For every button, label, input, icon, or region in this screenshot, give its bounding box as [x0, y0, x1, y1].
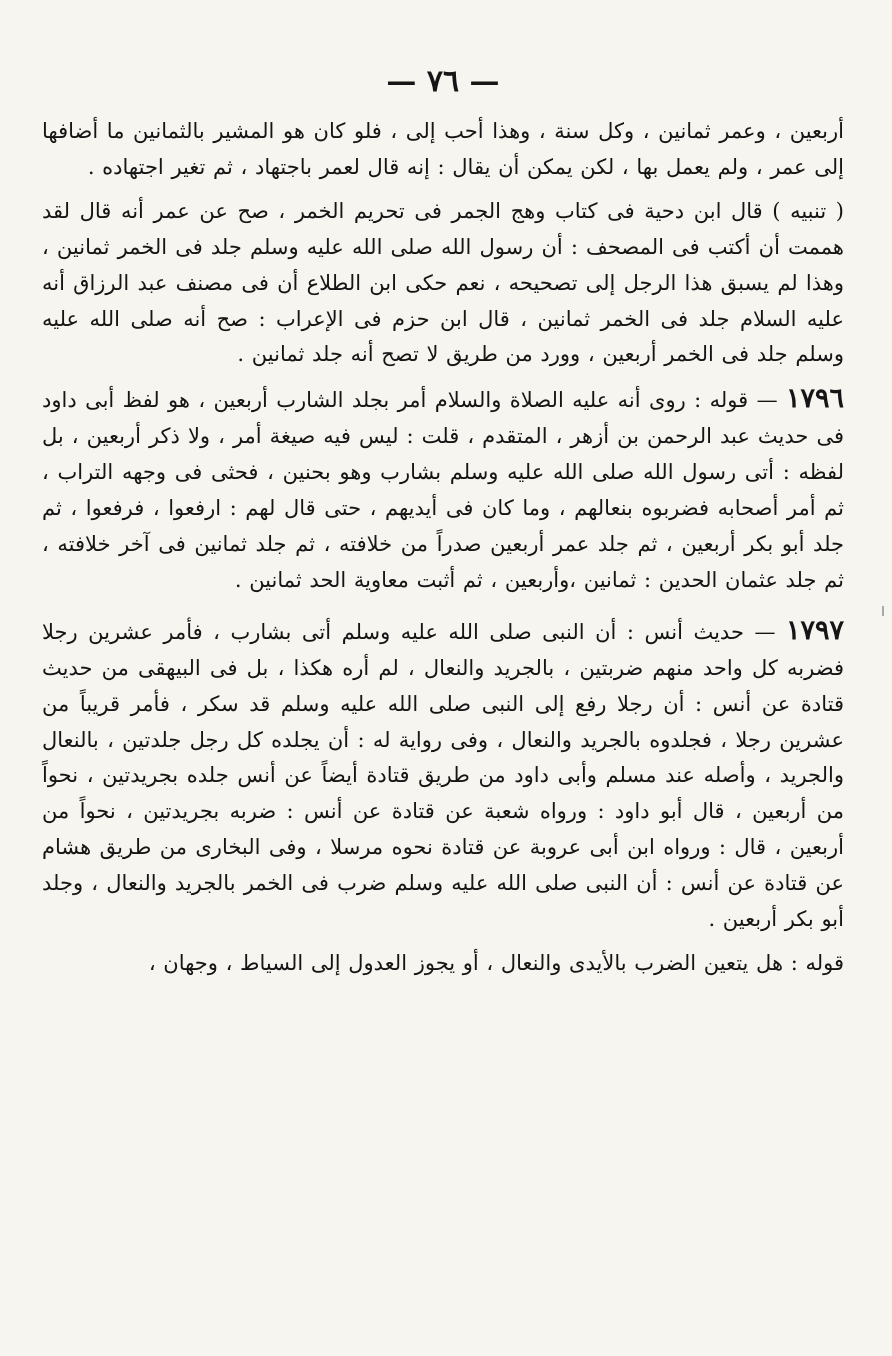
entry-text: — حديث أنس : أن النبى صلى الله عليه وسلم أتى بشارب ، فأمر عشرين رجلا فضربه كل واحد منهم ضربتين ، بالجريد والنعال ، لم أره هكذا ، بل فى البيهقى من حديث قتادة عن أنس : أن رجلا رفع إلى النبى صلى الله عليه وسلم قد سكر ، فأمر قريباً من عشرين رجلا ، فجلدوه بالجريد والنعال ، وفى رواية له : أن يجلده كل رجل جلدتين ، بالنعال والجريد ، وأصله عند مسلم وأبى داود من طريق قتادة أيضاً عن أنس جلده بجريدتين ، نحواً من أربعين ، قال أبو داود : ورواه شعبة عن قتادة عن أنس : ضربه بجريدتين ، نحواً من أربعين ، قال : ورواه ابن أبى عروبة عن قتادة نحوه مرسلا ، وفى البخارى من طريق هشام عن قتادة عن أنس : أن النبى صلى الله عليه وسلم ضرب فى الخمر بالجريد والنعال ، وجلد أبو بكر أربعين .: [42, 619, 844, 932]
entry-text: — قوله : روى أنه عليه الصلاة والسلام أمر بجلد الشارب أربعين ، هو لفظ أبى داود فى حديث عبد الرحمن بن أزهر ، المتقدم ، قلت : ليس فيه صيغة أمر ، ولا ذكر أربعين ، بل لفظه : أتى رسول الله صلى الله عليه وسلم بشارب وهو بحنين ، فحثى فى وجهه التراب ، ثم أمر أصحابه فضربوه بنعالهم ، وما كان فى أيديهم ، حتى قال لهم : ارفعوا ، فرفعوا ، ثم جلد أبو بكر أربعين ، ثم جلد عمر أربعين صدراً من خلافته ، ثم جلد ثمانين فى آخر خلافته ، ثم جلد عثمان الحدين : ثمانين ،وأربعين ، ثم أثبت معاوية الحد ثمانين .: [42, 388, 844, 592]
entry-number: ١٧٩٦: [785, 383, 844, 415]
paragraph-1797: [42, 613, 844, 938]
page-number: — ٧٦ —: [386, 64, 500, 99]
paragraph-note: ( تنبيه ) قال ابن دحية فى كتاب وهج الجمر فى تحريم الخمر ، صح عن عمر أنه قال لقد هممت أن أكتب فى المصحف : أن رسول الله صلى الله عليه وسلم جلد فى الخمر ثمانين ، وهذا لم يسبق هذا الرجل إلى تصحيحه ، نعم حكى ابن الطلاع أن فى مصنف عبد الرزاق أنه عليه السلام جلد فى الخمر ثمانين ، قال ابن حزم فى الإعراب : صح أنه صلى الله عليه وسلم جلد فى الخمر أربعين ، وورد من طريق لا تصح أنه جلد ثمانين .: [42, 198, 844, 367]
paragraph-continuation: أربعين ، وعمر ثمانين ، وكل سنة ، وهذا أحب إلى ، فلو كان هو المشير بالثمانين ما أضافها إلى عمر ، ولم يعمل بها ، لكن يمكن أن يقال : إنه قال لعمر باجتهاد ، ثم تغير اجتهاده .: [42, 119, 844, 179]
paragraph-1796: [42, 381, 844, 598]
margin-mark: [882, 606, 884, 616]
paragraph-final: قوله : هل يتعين الضرب بالأيدى والنعال ، أو يجوز العدول إلى السياط ، وجهان ،: [148, 950, 844, 975]
entry-number: ١٧٩٧: [785, 614, 844, 646]
body-text: [42, 114, 844, 982]
